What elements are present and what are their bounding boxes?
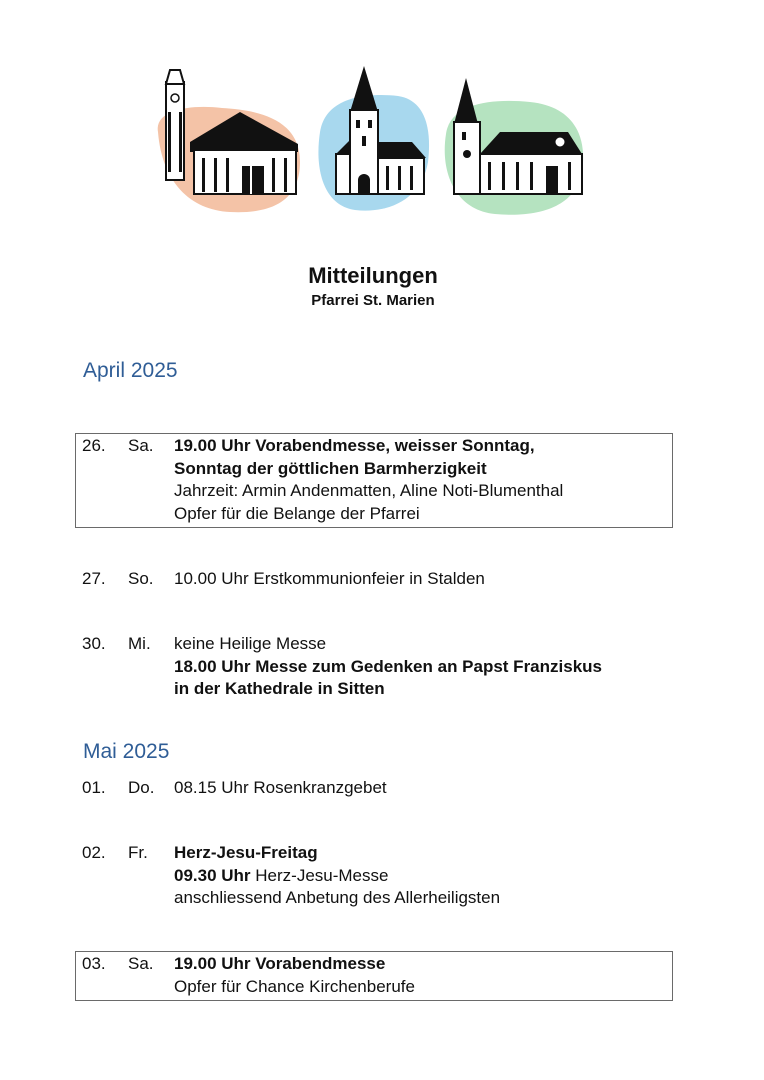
month-heading-april: April 2025 — [83, 359, 178, 382]
entry-line: 18.00 Uhr Messe zum Gedenken an Papst Franziskus — [174, 656, 602, 676]
entry-line: Sonntag der göttlichen Barmherzigkeit — [174, 458, 487, 478]
entry-date: 03. — [82, 954, 106, 973]
schedule-entry-boxed — [75, 951, 673, 1001]
entry-line: 08.15 Uhr Rosenkranzgebet — [174, 778, 387, 797]
parish-logo — [150, 62, 590, 220]
entry-date: 27. — [82, 569, 106, 588]
entry-line: Herz-Jesu-Freitag — [174, 843, 318, 862]
entry-line: 09.30 Uhr Herz-Jesu-Messe — [174, 865, 389, 885]
entry-date: 30. — [82, 634, 106, 653]
entry-date: 01. — [82, 778, 106, 797]
entry-day: Sa. — [128, 436, 154, 455]
schedule-entry — [82, 842, 667, 910]
entry-date: 26. — [82, 436, 106, 455]
church-village-icon — [454, 78, 582, 194]
entry-day: So. — [128, 569, 154, 588]
entry-line: 10.00 Uhr Erstkommunionfeier in Stalden — [174, 569, 485, 588]
schedule-entry — [82, 777, 667, 800]
entry-day: Do. — [128, 778, 155, 797]
schedule-entry — [82, 633, 667, 701]
entry-line: Jahrzeit: Armin Andenmatten, Aline Noti-Blumenthal — [174, 481, 564, 500]
entry-line: Opfer für Chance Kirchenberufe — [174, 976, 415, 996]
entry-day: Sa. — [128, 954, 154, 973]
entry-date: 02. — [82, 843, 106, 862]
page-title: Mitteilungen — [308, 263, 438, 288]
month-heading-may: Mai 2025 — [83, 740, 170, 763]
schedule-entry-boxed — [75, 433, 673, 528]
entry-line: keine Heilige Messe — [174, 634, 327, 653]
entry-line: anschliessend Anbetung des Allerheiligsten — [174, 888, 501, 907]
entry-line: in der Kathedrale in Sitten — [174, 679, 385, 698]
entry-day: Mi. — [128, 634, 151, 653]
schedule-entry — [82, 568, 667, 591]
entry-line: Opfer für die Belange der Pfarrei — [174, 503, 420, 523]
entry-line: 19.00 Uhr Vorabendmesse — [174, 954, 386, 973]
page-subtitle: Pfarrei St. Marien — [311, 292, 435, 309]
entry-line: 19.00 Uhr Vorabendmesse, weisser Sonntag, — [174, 436, 535, 455]
entry-day: Fr. — [128, 843, 148, 862]
